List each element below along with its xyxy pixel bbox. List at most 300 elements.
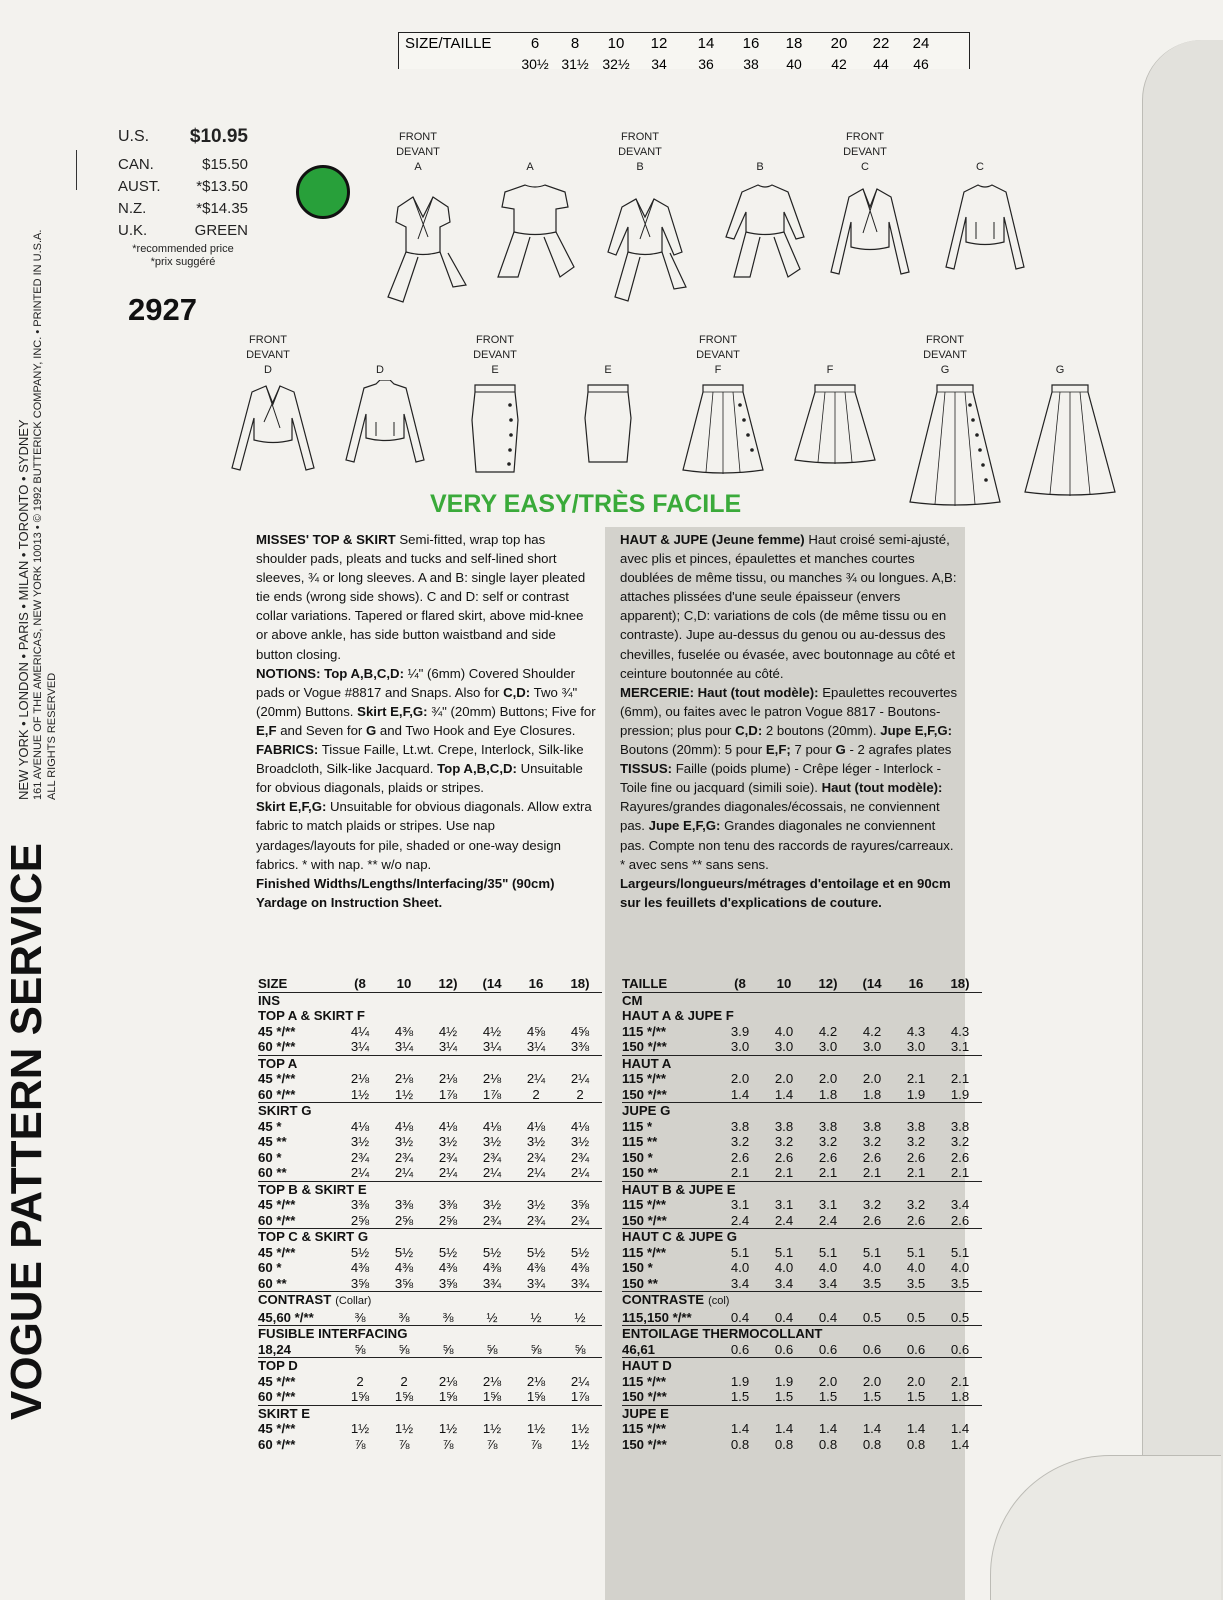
value-cell: 3.1 — [818, 1197, 838, 1212]
row-label: 45 */** — [258, 1373, 296, 1389]
value-cell: 2⅝ — [438, 1212, 458, 1228]
value-cell: 1⅝ — [526, 1389, 546, 1404]
table-cell — [762, 992, 806, 1008]
table-row — [622, 1087, 982, 1103]
value-cell: 3.2 — [906, 1134, 926, 1149]
value-cell: 2¼ — [394, 1165, 414, 1180]
row-label: 18,24 — [258, 1341, 292, 1357]
value-cell: 2.6 — [906, 1149, 926, 1165]
skirt-f-front-illustration — [678, 380, 768, 480]
value-cell: 0.4 — [818, 1309, 838, 1325]
row-label: 115 */** — [622, 1023, 666, 1039]
value-cell: 2⅛ — [394, 1071, 414, 1086]
view-f-back: F — [790, 363, 870, 470]
section-label — [622, 1326, 982, 1342]
value-cell: 1.4 — [730, 1421, 750, 1436]
value-cell: 4⅜ — [438, 1260, 458, 1275]
size-header-cell: (14 — [482, 976, 502, 991]
wrap-top-b-back-illustration — [720, 177, 810, 287]
value-cell: 2¼ — [570, 1165, 590, 1180]
value-cell: 2.6 — [818, 1149, 838, 1165]
value-cell: 3.1 — [730, 1197, 750, 1212]
section-title: TOP C & SKIRT G — [258, 1229, 369, 1244]
table-row — [258, 992, 602, 1008]
value-cell: 0.6 — [730, 1341, 750, 1357]
value-cell: 4⅛ — [570, 1118, 590, 1134]
row-label: 115 */** — [622, 1244, 666, 1260]
value-cell: 4½ — [438, 1023, 458, 1039]
value-cell: ⅝ — [442, 1341, 454, 1357]
price-note-fr: *prix suggéré — [150, 256, 216, 268]
value-cell: 3.4 — [950, 1197, 970, 1212]
view-g-back: G — [1020, 363, 1100, 500]
section-label — [622, 1055, 982, 1071]
value-cell: 3¾ — [570, 1275, 590, 1291]
value-cell: 2¾ — [482, 1149, 502, 1165]
value-cell: 2¾ — [438, 1149, 458, 1165]
row-label: 150 ** — [622, 1165, 658, 1180]
size-partial: 36 — [698, 56, 714, 72]
row-label: 150 * — [622, 1149, 653, 1165]
value-cell: 2¼ — [526, 1071, 546, 1086]
value-cell: 0.4 — [774, 1309, 794, 1325]
value-cell: 2¾ — [526, 1149, 546, 1165]
section-label — [258, 1229, 602, 1245]
envelope-corner-fold — [990, 1455, 1221, 1600]
value-cell: 3¼ — [526, 1039, 546, 1054]
table-cell — [558, 992, 602, 1008]
value-cell: 3½ — [570, 1134, 590, 1149]
table-row — [258, 1087, 602, 1103]
value-cell: ⅞ — [354, 1436, 366, 1452]
row-label: 115 */** — [622, 1071, 666, 1086]
value-cell: 1½ — [350, 1086, 370, 1102]
section-title: JUPE E — [622, 1405, 669, 1421]
view-e-front: FRONT DEVANT E — [455, 333, 535, 480]
value-cell: 3.2 — [906, 1197, 926, 1212]
value-cell: 1.5 — [774, 1389, 794, 1404]
value-cell: 3.5 — [862, 1275, 882, 1291]
value-cell: 0.6 — [950, 1341, 970, 1357]
value-cell: 2.1 — [950, 1071, 970, 1086]
value-cell: ⅜ — [398, 1309, 410, 1325]
table-row — [622, 1039, 982, 1055]
value-cell: 3.0 — [774, 1039, 794, 1054]
row-label: 60 */** — [258, 1212, 296, 1228]
table-row — [258, 1213, 602, 1229]
value-cell: 3.8 — [774, 1118, 794, 1134]
section-row — [622, 1229, 982, 1245]
view-f-front: FRONT DEVANT F — [678, 333, 758, 480]
section-row — [258, 1358, 602, 1374]
value-cell: 2 — [356, 1373, 364, 1389]
view-d-back: D — [340, 363, 420, 480]
value-cell: 3.0 — [906, 1039, 926, 1054]
size-header-cell: 10 — [396, 976, 412, 991]
size-partial: 38 — [743, 56, 759, 72]
value-cell: 1⅞ — [570, 1389, 590, 1404]
section-row — [622, 1055, 982, 1071]
price-row: CAN. $15.50 — [118, 156, 248, 173]
size-header-cell: 12) — [818, 976, 838, 991]
value-cell: 1½ — [350, 1421, 370, 1436]
value-cell: 2¼ — [570, 1373, 590, 1389]
view-e-back: E — [568, 363, 648, 470]
value-cell: 3⅝ — [350, 1275, 370, 1291]
value-cell: 2.6 — [906, 1212, 926, 1228]
value-cell: 5½ — [438, 1244, 458, 1260]
value-cell: 2.6 — [950, 1212, 970, 1228]
table-row — [622, 1260, 982, 1276]
value-cell: ⅜ — [442, 1309, 454, 1325]
section-title: HAUT B & JUPE E — [622, 1181, 736, 1197]
value-cell: 3.9 — [730, 1023, 750, 1039]
section-row — [258, 1103, 602, 1119]
value-cell: 2⅛ — [438, 1071, 458, 1086]
value-cell: 5.1 — [906, 1244, 926, 1260]
section-label — [622, 1292, 982, 1310]
value-cell: 3⅜ — [350, 1197, 370, 1212]
value-cell: 0.6 — [774, 1341, 794, 1357]
section-title: HAUT C & JUPE G — [622, 1229, 738, 1244]
table-row — [258, 1342, 602, 1358]
yardage-table-french — [622, 976, 982, 1452]
section-title: HAUT A — [622, 1055, 672, 1071]
value-cell: 4⅜ — [526, 1260, 546, 1275]
skirt-e-back-illustration — [573, 380, 643, 470]
value-cell: 1.9 — [906, 1086, 926, 1102]
size-col: 16 — [742, 35, 760, 52]
value-cell: 1.5 — [730, 1389, 750, 1404]
section-row — [258, 1055, 602, 1071]
table-row — [622, 1024, 982, 1040]
value-cell: 3.8 — [906, 1118, 926, 1134]
unit-label: INS — [258, 992, 338, 1008]
value-cell: 4.0 — [950, 1260, 970, 1275]
value-cell: 2¾ — [482, 1212, 502, 1228]
skirt-f-back-illustration — [790, 380, 880, 470]
value-cell: ⅝ — [354, 1341, 366, 1357]
value-cell: 1⅝ — [350, 1389, 370, 1404]
section-title: TOP D — [258, 1358, 298, 1373]
table-row — [258, 1310, 602, 1326]
row-label: 150 */** — [622, 1436, 667, 1452]
wrap-top-a-front-illustration — [378, 177, 468, 317]
table-row — [622, 992, 982, 1008]
table-cell — [850, 992, 894, 1008]
value-cell: 5.1 — [818, 1244, 838, 1260]
value-cell: 5½ — [350, 1244, 370, 1260]
unit-label: CM — [622, 992, 718, 1008]
value-cell: 2⅛ — [350, 1071, 370, 1086]
skirt-g-front-illustration — [905, 380, 1005, 510]
value-cell: 2⅛ — [438, 1373, 458, 1389]
value-cell: 2¾ — [350, 1149, 370, 1165]
section-row — [258, 1008, 602, 1024]
value-cell: 1.4 — [906, 1421, 926, 1436]
value-cell: 3.4 — [818, 1275, 838, 1291]
row-label: 150 */** — [622, 1086, 667, 1102]
table-cell — [806, 992, 850, 1008]
section-title: SKIRT G — [258, 1103, 312, 1118]
value-cell: 3⅝ — [438, 1275, 458, 1291]
value-cell: 2¼ — [482, 1165, 502, 1180]
value-cell: 1.5 — [906, 1389, 926, 1404]
section-label — [622, 1405, 982, 1421]
value-cell: 2.6 — [950, 1149, 970, 1165]
table-cell — [894, 992, 938, 1008]
row-label: 115 */** — [622, 1421, 666, 1436]
section-title: FUSIBLE INTERFACING — [258, 1326, 408, 1341]
row-label: 60 ** — [258, 1165, 287, 1180]
table-cell — [938, 992, 982, 1008]
divider — [76, 150, 77, 190]
value-cell: 4½ — [482, 1023, 502, 1039]
table-row — [258, 1374, 602, 1390]
view-d-front: FRONT DEVANT D — [228, 333, 308, 480]
size-col: 12 — [650, 35, 668, 52]
value-cell: 0.8 — [730, 1436, 750, 1452]
value-cell: ⅜ — [354, 1309, 366, 1325]
copyright-line: 161 AVENUE OF THE AMERICAS, NEW YORK 10013 • © 1992 BUTTERICK COMPANY, INC. • PRINTED IN U.S.A. — [32, 229, 44, 800]
value-cell: 1½ — [526, 1421, 546, 1436]
value-cell: 3.2 — [774, 1134, 794, 1149]
value-cell: ½ — [574, 1309, 586, 1325]
value-cell: 3.2 — [730, 1134, 750, 1149]
table-row — [622, 1421, 982, 1437]
value-cell: 2 — [400, 1373, 408, 1389]
value-cell: 1.8 — [862, 1086, 882, 1102]
value-cell: 3½ — [438, 1134, 458, 1149]
value-cell: 4⅝ — [526, 1023, 546, 1039]
value-cell: 2.1 — [774, 1165, 794, 1180]
row-label: 45 */** — [258, 1244, 296, 1260]
table-cell — [382, 992, 426, 1008]
price-row: AUST. *$13.50 — [118, 178, 248, 195]
size-partial: 34 — [651, 56, 667, 72]
table-row — [258, 1039, 602, 1055]
row-label: 115 ** — [622, 1134, 658, 1149]
value-cell: 3.5 — [950, 1275, 970, 1291]
size-partial: 30½ — [521, 56, 549, 72]
price-row: N.Z. *$14.35 — [118, 200, 248, 217]
value-cell: 2.6 — [730, 1149, 750, 1165]
value-cell: 3.8 — [862, 1118, 882, 1134]
row-label: 60 */** — [258, 1086, 296, 1102]
yardage-table-english — [258, 976, 602, 1452]
value-cell: 3⅜ — [394, 1197, 414, 1212]
value-cell: 2.1 — [818, 1165, 838, 1180]
table-row — [622, 1150, 982, 1166]
table-row — [258, 1150, 602, 1166]
row-label: 115 */** — [622, 1373, 666, 1389]
value-cell: 3.5 — [906, 1275, 926, 1291]
section-row — [622, 1358, 982, 1374]
price-row: U.K. GREEN — [118, 222, 248, 239]
size-col: 8 — [570, 35, 580, 52]
size-header-cell: 16 — [908, 976, 924, 991]
section-title: SKIRT E — [258, 1405, 311, 1421]
value-cell: 1⅝ — [438, 1389, 458, 1404]
section-row — [258, 1229, 602, 1245]
top-c-front-illustration — [825, 177, 915, 287]
table-row — [258, 1197, 602, 1213]
value-cell: 4⅜ — [482, 1260, 502, 1275]
value-cell: 3½ — [526, 1134, 546, 1149]
section-row — [622, 1181, 982, 1197]
table-row — [622, 1165, 982, 1181]
value-cell: 4.0 — [774, 1260, 794, 1275]
value-cell: 5½ — [482, 1244, 502, 1260]
difficulty-title: VERY EASY/TRÈS FACILE — [430, 490, 742, 518]
section-row — [258, 1181, 602, 1197]
table-cell — [718, 992, 762, 1008]
size-header-table — [398, 32, 970, 72]
value-cell: 1⅝ — [482, 1389, 502, 1404]
row-label: 115 */** — [622, 1197, 666, 1212]
section-row — [622, 1008, 982, 1024]
wrap-top-a-back-illustration — [490, 177, 580, 287]
size-col: 18 — [785, 35, 803, 52]
value-cell: 2.4 — [818, 1212, 838, 1228]
table-cell — [514, 992, 558, 1008]
value-cell: 3¼ — [482, 1039, 502, 1054]
size-header-cell: (8 — [734, 976, 746, 991]
table-row — [258, 1071, 602, 1087]
value-cell: 2.0 — [862, 1071, 882, 1086]
value-cell: 2⅛ — [526, 1373, 546, 1389]
table-row — [622, 1342, 982, 1358]
value-cell: 4.0 — [730, 1260, 750, 1275]
value-cell: 3¼ — [394, 1039, 414, 1054]
value-cell: 2.0 — [818, 1373, 838, 1389]
value-cell: 1½ — [394, 1421, 414, 1436]
section-row — [622, 1103, 982, 1119]
value-cell: 1.9 — [730, 1373, 750, 1389]
size-col: 10 — [607, 35, 625, 52]
table-row — [622, 1245, 982, 1261]
value-cell: 1½ — [570, 1421, 590, 1436]
row-label: 45 */** — [258, 1071, 296, 1086]
row-label: 45 */** — [258, 1421, 296, 1436]
value-cell: 2.1 — [950, 1165, 970, 1180]
row-label: 45 */** — [258, 1023, 296, 1039]
size-partial: 42 — [831, 56, 847, 72]
value-cell: 4⅜ — [394, 1023, 414, 1039]
row-label: 115 * — [622, 1118, 653, 1134]
value-cell: 3.1 — [950, 1039, 970, 1054]
row-label: 150 */** — [622, 1389, 667, 1404]
size-col: 14 — [697, 35, 715, 52]
table-row — [622, 1437, 982, 1453]
row-label: 115,150 */** — [622, 1309, 692, 1325]
value-cell: 1.4 — [774, 1421, 794, 1436]
value-cell: 4.2 — [818, 1023, 838, 1039]
size-header-cell: (14 — [862, 976, 882, 991]
value-cell: 2.0 — [862, 1373, 882, 1389]
value-cell: 3.2 — [950, 1134, 970, 1149]
value-cell: 2.1 — [730, 1165, 750, 1180]
table-row — [622, 1389, 982, 1405]
skirt-e-front-illustration — [460, 380, 530, 480]
section-title: TOP B & SKIRT E — [258, 1181, 367, 1197]
section-label — [258, 1055, 602, 1071]
green-dot-marker — [296, 165, 350, 219]
row-label: 45 ** — [258, 1134, 287, 1149]
size-col: 24 — [912, 35, 930, 52]
view-g-front: FRONT DEVANT G — [905, 333, 985, 510]
table-row — [258, 1165, 602, 1181]
value-cell: 1.4 — [950, 1436, 970, 1452]
value-cell: 4⅜ — [350, 1260, 370, 1275]
value-cell: 3½ — [482, 1134, 502, 1149]
value-cell: 2¼ — [570, 1071, 590, 1086]
value-cell: 3¼ — [438, 1039, 458, 1054]
section-title: HAUT A & JUPE F — [622, 1008, 734, 1023]
value-cell: 1.4 — [818, 1421, 838, 1436]
section-title: TOP A — [258, 1055, 298, 1071]
value-cell: 3.0 — [730, 1039, 750, 1054]
value-cell: 1.8 — [950, 1389, 970, 1404]
section-title: JUPE G — [622, 1103, 671, 1118]
price-row: U.S. $10.95 — [118, 126, 248, 147]
table-row — [258, 1437, 602, 1453]
value-cell: 2 — [532, 1086, 540, 1102]
section-row — [622, 1292, 982, 1310]
value-cell: 3½ — [350, 1134, 370, 1149]
section-row — [258, 1326, 602, 1342]
size-header-cell: 16 — [528, 976, 544, 991]
section-title: ENTOILAGE THERMOCOLLANT — [622, 1326, 823, 1341]
value-cell: 2 — [576, 1086, 584, 1102]
value-cell: 4.0 — [906, 1260, 926, 1275]
table-header-row — [622, 976, 982, 992]
section-title: CONTRASTE — [622, 1292, 705, 1307]
table-header-row — [258, 976, 602, 992]
value-cell: 1.9 — [774, 1373, 794, 1389]
value-cell: 2¾ — [570, 1212, 590, 1228]
size-header-cell: 12) — [438, 976, 458, 991]
section-row — [258, 1292, 602, 1310]
value-cell: 4.0 — [774, 1023, 794, 1039]
value-cell: 3½ — [394, 1134, 414, 1149]
value-cell: 3.2 — [862, 1197, 882, 1212]
table-cell — [470, 992, 514, 1008]
section-label — [258, 1326, 602, 1342]
size-partial: 31½ — [561, 56, 589, 72]
value-cell: 1½ — [570, 1436, 590, 1452]
value-cell: 4⅛ — [394, 1118, 414, 1134]
value-cell: 1½ — [482, 1421, 502, 1436]
value-cell: 4⅝ — [570, 1023, 590, 1039]
table-row — [622, 1276, 982, 1292]
top-d-back-illustration — [340, 380, 430, 480]
cities-line: NEW YORK • LONDON • PARIS • MILAN • TORONTO • SYDNEY — [16, 419, 31, 800]
value-cell: 2.4 — [774, 1212, 794, 1228]
value-cell: 1.4 — [774, 1086, 794, 1102]
value-cell: 2.1 — [906, 1071, 926, 1086]
row-label: 45,60 */** — [258, 1309, 314, 1325]
table-row — [622, 1310, 982, 1326]
view-a-front: FRONT DEVANT A — [378, 130, 458, 317]
value-cell: 2.6 — [862, 1212, 882, 1228]
table-row — [258, 1134, 602, 1150]
value-cell: 3½ — [526, 1197, 546, 1212]
value-cell: 1.5 — [818, 1389, 838, 1404]
size-header-label: SIZE — [258, 976, 288, 991]
value-cell: 3⅜ — [570, 1039, 590, 1054]
view-b-front: FRONT DEVANT B — [600, 130, 680, 317]
